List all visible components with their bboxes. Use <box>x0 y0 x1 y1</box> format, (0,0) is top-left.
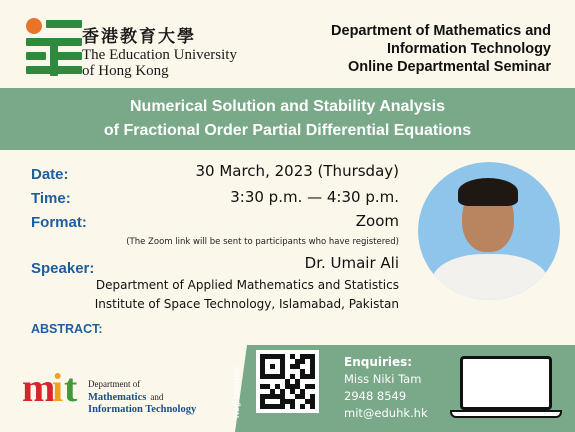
format-value: Zoom <box>355 212 399 230</box>
university-name-en-1: The Education University <box>82 47 237 63</box>
mit-logo: m i t <box>22 365 78 410</box>
dept-line-1: Department of Mathematics and <box>331 23 551 39</box>
seminar-title <box>0 88 575 150</box>
time-value: 3:30 p.m. — 4:30 p.m. <box>230 188 399 206</box>
contact-phone: 2948 8549 <box>344 389 407 403</box>
time-label: Time: <box>31 190 71 207</box>
speaker-photo <box>418 162 560 300</box>
format-label: Format: <box>31 214 87 231</box>
university-name-en-2: of Hong Kong <box>82 63 169 79</box>
enquiries-label: Enquiries: <box>344 355 413 369</box>
speaker-affiliation-1: Department of Applied Mathematics and Statistics <box>95 278 399 292</box>
mit-line-1: Department of <box>88 379 141 389</box>
mit-line-2b: and <box>150 392 164 402</box>
mit-department-name <box>88 378 196 416</box>
mit-line-2: Mathematics <box>88 392 147 403</box>
format-note: (The Zoom link will be sent to participants who have registered) <box>126 237 399 247</box>
speaker-name: Dr. Umair Ali <box>304 254 399 272</box>
university-name <box>82 22 237 79</box>
abstract-label: ABSTRACT: <box>31 322 103 336</box>
speaker-label: Speaker: <box>31 260 95 277</box>
dept-line-3: Online Departmental Seminar <box>347 59 551 75</box>
mit-line-3: Information Technology <box>88 404 197 415</box>
title-line-1: Numerical Solution and Stability Analysis <box>129 98 446 115</box>
registration-label: Registration: <box>232 364 241 418</box>
date-value: 30 March, 2023 (Thursday) <box>195 162 399 180</box>
department-heading <box>331 22 551 76</box>
laptop-icon <box>450 356 562 422</box>
dept-line-2: Information Technology <box>386 41 551 57</box>
header <box>0 0 575 88</box>
eduhk-logo <box>26 18 84 76</box>
enquiries <box>344 354 428 422</box>
contact-name: Miss Niki Tam <box>344 372 422 386</box>
qr-code-icon <box>260 354 315 409</box>
registration-qr-code[interactable] <box>256 350 319 413</box>
speaker-affiliation-2: Institute of Space Technology, Islamabad, Pakistan <box>94 297 399 311</box>
university-name-zh: 香港教育大學 <box>82 27 196 47</box>
title-line-2: of Fractional Order Partial Differential Equations <box>103 122 472 139</box>
date-label: Date: <box>31 166 69 183</box>
contact-email[interactable]: mit@eduhk.hk <box>344 406 428 420</box>
